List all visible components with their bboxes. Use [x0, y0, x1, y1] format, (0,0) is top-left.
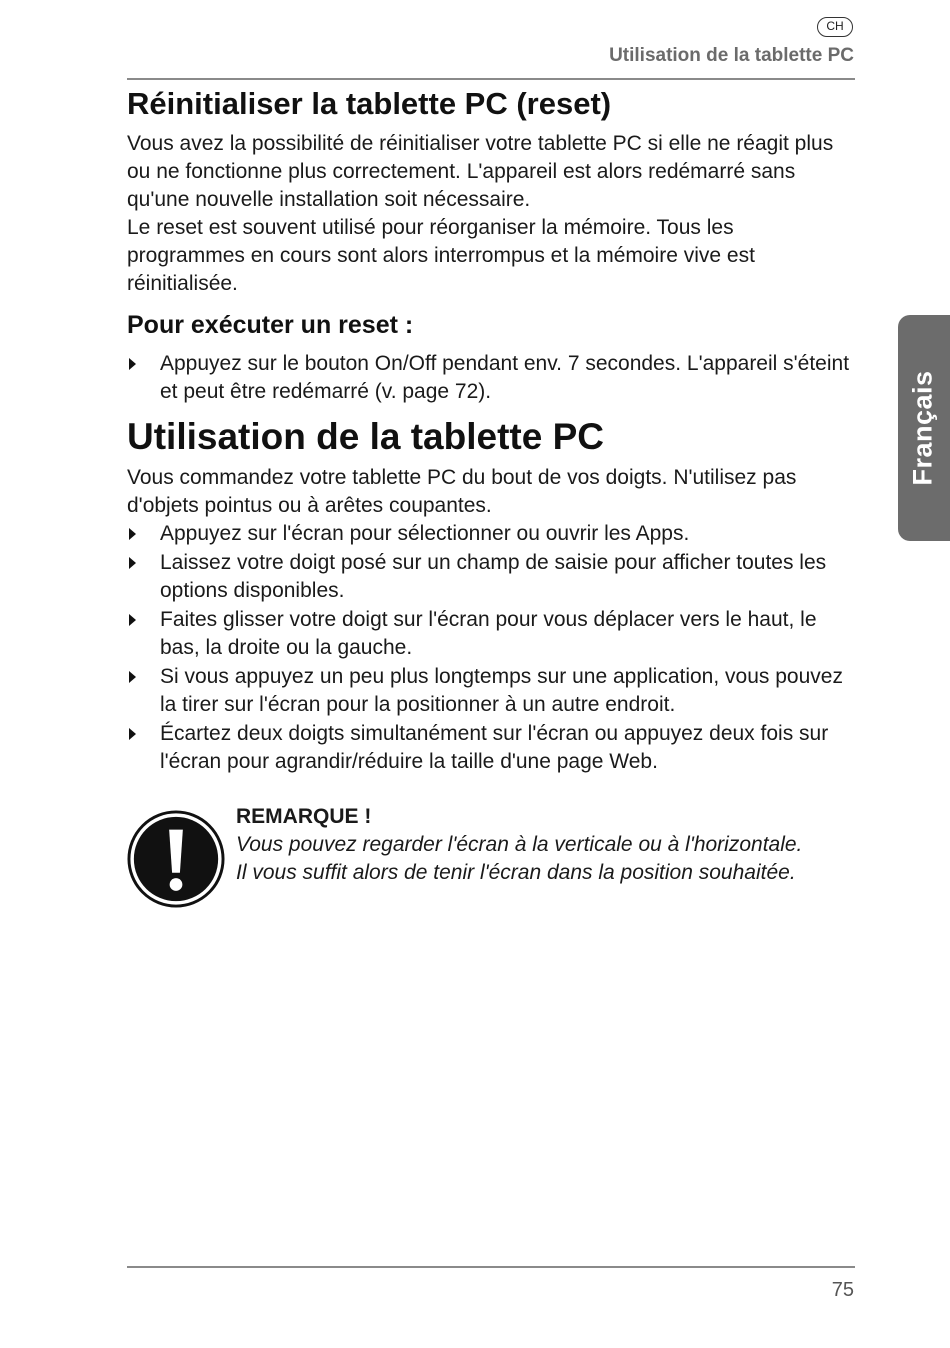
- list-item: [127, 549, 857, 605]
- header-divider: [127, 78, 855, 80]
- usage-gestures-list: [127, 520, 857, 776]
- bullet-arrow-icon: [129, 728, 136, 740]
- exclamation-icon: [127, 810, 225, 908]
- language-tab: [898, 315, 950, 541]
- list-item-text: Faites glisser votre doigt sur l'écran pour vous déplacer vers le haut, le bas, la droite ou la gauche.: [160, 608, 817, 659]
- language-tab-label: Français: [907, 370, 938, 486]
- list-item: [127, 520, 857, 548]
- reset-paragraph-2: Le reset est souvent utilisé pour réorganiser la mémoire. Tous les programmes en cours sont alors interrompus et la mémoire vive est réinitialisée.: [127, 216, 755, 295]
- footer-divider: [127, 1266, 855, 1268]
- page-number: 75: [831, 1279, 854, 1301]
- note-line-1: Vous pouvez regarder l'écran à la verticale ou à l'horizontale.: [236, 833, 803, 856]
- bullet-arrow-icon: [129, 557, 136, 569]
- list-item: [127, 606, 857, 662]
- bullet-arrow-icon: [129, 614, 136, 626]
- country-badge: CH: [817, 17, 853, 37]
- list-item-text: Appuyez sur l'écran pour sélectionner ou ouvrir les Apps.: [160, 522, 690, 545]
- running-header: Utilisation de la tablette PC: [609, 45, 854, 66]
- list-item-text: Si vous appuyez un peu plus longtemps sur une application, vous pouvez la tirer sur l'écran pour la positionner à un autre endroit.: [160, 665, 843, 716]
- note-text: [236, 803, 876, 887]
- list-item-text: Écartez deux doigts simultanément sur l'écran ou appuyez deux fois sur l'écran pour agrandir/réduire la taille d'une page Web.: [160, 722, 829, 773]
- page-content: [127, 84, 857, 777]
- bullet-arrow-icon: [129, 671, 136, 683]
- list-item-text: Appuyez sur le bouton On/Off pendant env. 7 secondes. L'appareil s'éteint et peut être redémarré (v. page 72).: [160, 352, 850, 403]
- list-item: [127, 663, 857, 719]
- note-box: [127, 800, 857, 910]
- note-line-2: Il vous suffit alors de tenir l'écran dans la position souhaitée.: [236, 861, 796, 884]
- reset-paragraph-1: Vous avez la possibilité de réinitialiser votre tablette PC si elle ne réagit plus ou ne fonctionne plus correctement. L'appareil est alors redémarré sans qu'une nouvelle installation soit nécessaire.: [127, 132, 834, 211]
- reset-section-title: Réinitialiser la tablette PC (reset): [127, 86, 612, 121]
- note-title: REMARQUE !: [236, 805, 372, 828]
- usage-paragraph-1: Vous commandez votre tablette PC du bout de vos doigts. N'utilisez pas d'objets pointus ou à arêtes coupantes.: [127, 466, 797, 517]
- reset-steps-subtitle: Pour exécuter un reset :: [127, 311, 414, 339]
- reset-steps-list: [127, 350, 857, 406]
- list-item: [127, 720, 857, 776]
- list-item-text: Laissez votre doigt posé sur un champ de saisie pour afficher toutes les options disponibles.: [160, 551, 827, 602]
- bullet-arrow-icon: [129, 528, 136, 540]
- bullet-arrow-icon: [129, 358, 136, 370]
- usage-section-title: Utilisation de la tablette PC: [127, 416, 604, 457]
- list-item: [127, 350, 857, 406]
